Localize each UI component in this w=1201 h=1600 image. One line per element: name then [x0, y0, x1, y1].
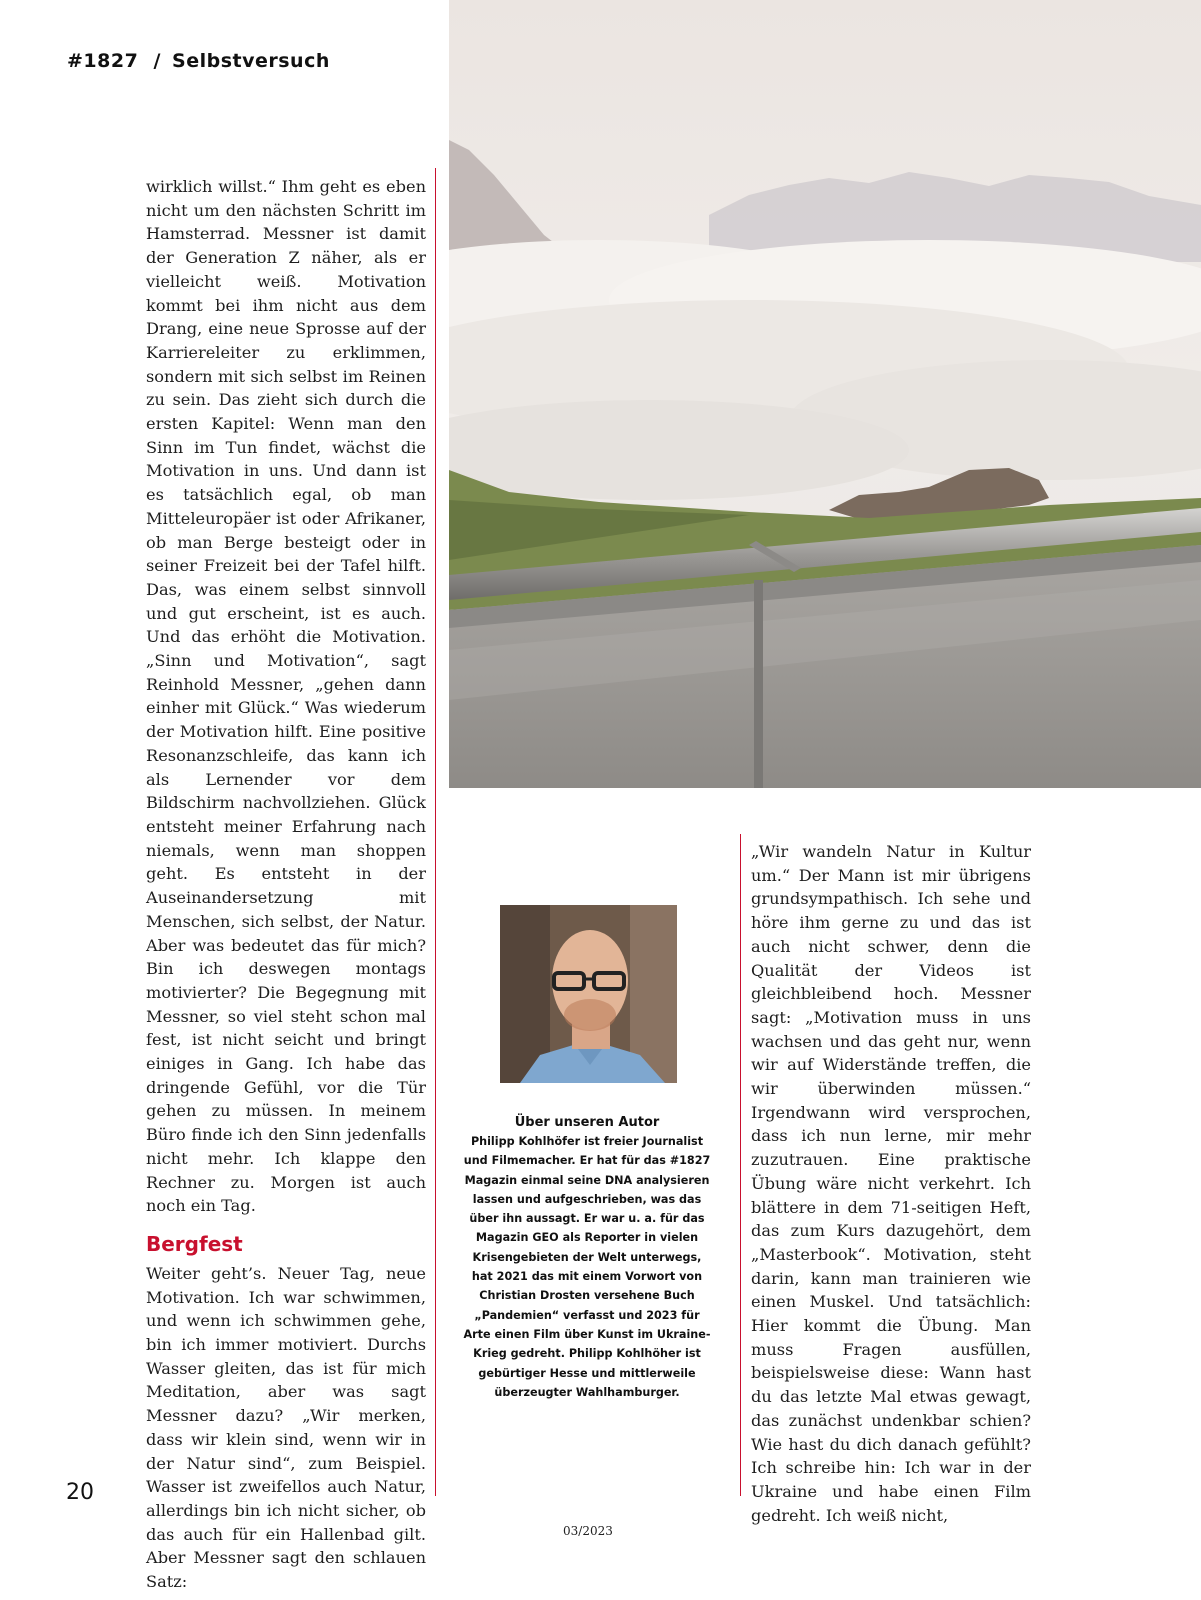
author-portrait: [500, 905, 677, 1083]
header-separator: /: [153, 50, 161, 72]
article-column-right: [751, 840, 1031, 1527]
column-rule-left: [435, 168, 436, 1496]
author-box-title: Über unseren Autor: [514, 1115, 660, 1130]
body-paragraph: Weiter geht’s. Neuer Tag, neue Motivation. Ich war schwimmen, und wenn ich schwimmen gehe, bin ich immer motiviert. Durchs Wasser gleiten, das ist für mich Meditation, aber was sagt Messner dazu? „Wir merken, dass wir klein sind, wenn wir in der Natur sind“, zum Beispiel. Wasser ist zweifellos auch Natur, allerdings bin ich nicht sicher, ob das auch für ein Hallenbad gilt. Aber Messner sagt den schlauen Satz:: [146, 1263, 426, 1592]
issue-date: 03/2023: [563, 1524, 613, 1538]
body-paragraph: „Wir wandeln Natur in Kultur um.“ Der Mann ist mir übrigens grundsympathisch. Ich sehe und höre ihm gerne zu und das ist auch nicht schwer, denn die Qualität der Videos ist gleichbleibend hoch. Messner sagt: „Motivation muss in uns wachsen und das geht nur, wenn wir auf Widerstände treffen, die wir überwinden müssen.“ Irgendwann wird versprochen, dass ich nun lerne, mir mehr zuzutrauen. Eine praktische Übung wäre nicht verkehrt. Ich blättere in dem 71-seitigen Heft, das zum Kurs dazugehört, dem „Masterbook“. Motivation, steht darin, kann man trainieren wie einen Muskel. Und tatsächlich: Hier kommt die Übung. Man muss Fragen ausfüllen, beispielsweise diese: Wann hast du das letzte Mal etwas gewagt, das zunächst undenkbar schien? Wie hast du dich danach gefühlt? Ich schreibe hin: Ich war in der Ukraine und habe einen Film gedreht. Ich weiß nicht,: [751, 842, 1031, 1525]
author-bio: Philipp Kohlhöfer ist freier Journalist und Filmemacher. Er hat für das #1827 Magazin einmal seine DNA analysieren lassen und aufgeschrieben, was das über ihn aussagt. Er war u. a. für das Magazin GEO als Reporter in vielen Krisengebieten der Welt unterwegs, hat 2021 das mit einem Vorwort von Christian Drosten versehene Buch „Pandemien“ verfasst und 2023 für Arte einen Film über Kunst im Ukraine-Krieg gedreht. Philipp Kohlhöher ist gebürtiger Hesse und mittlerweile überzeugter Wahlhamburger.: [463, 1135, 711, 1399]
issue-label: #1827: [67, 50, 139, 72]
landscape-photo: [449, 0, 1201, 788]
subheading: Bergfest: [146, 1231, 243, 1256]
author-info-box: [462, 1114, 712, 1402]
page-number: 20: [66, 1480, 94, 1505]
body-paragraph: wirklich willst.“ Ihm geht es eben nicht um den nächsten Schritt im Hamsterrad. Messner ist damit der Generation Z näher, als er vielleicht weiß. Motivation kommt bei ihm nicht aus dem Drang, eine neue Sprosse auf der Karriereleiter zu erklimmen, sondern mit sich selbst im Reinen zu sein. Das zieht sich durch die ersten Kapitel: Wenn man den Sinn im Tun findet, wächst die Motivation in uns. Und dann ist es tatsächlich egal, ob man Mitteleuropäer ist oder Afrikaner, ob man Berge besteigt oder in seiner Freizeit bei der Tafel hilft. Das, was einem selbst sinnvoll und gut erscheint, ist es auch. Und das erhöht die Motivation. „Sinn und Motivation“, sagt Reinhold Messner, „gehen dann einher mit Glück.“ Was wiederum der Motivation hilft. Eine positive Resonanzschleife, das kann ich als Lernender vor dem Bildschirm nachvollziehen. Glück entsteht meiner Erfahrung nach niemals, wenn man shoppen geht. Es entsteht in der Auseinandersetzung mit Menschen, sich selbst, der Natur. Aber was bedeutet das für mich? Bin ich deswegen montags motivierter? Die Begegnung mit Messner, so viel steht schon mal fest, ist nicht seicht und bringt einiges in Gang. Ich habe das dringende Gefühl, vor die Tür gehen zu müssen. In meinem Büro finde ich den Sinn jedenfalls nicht mehr. Ich klappe den Rechner zu. Morgen ist auch noch ein Tag.: [146, 177, 426, 1216]
article-column-left: [146, 175, 426, 1594]
column-rule-right: [740, 834, 741, 1496]
section-label: Selbstversuch: [172, 50, 330, 72]
page-header: [67, 50, 330, 72]
